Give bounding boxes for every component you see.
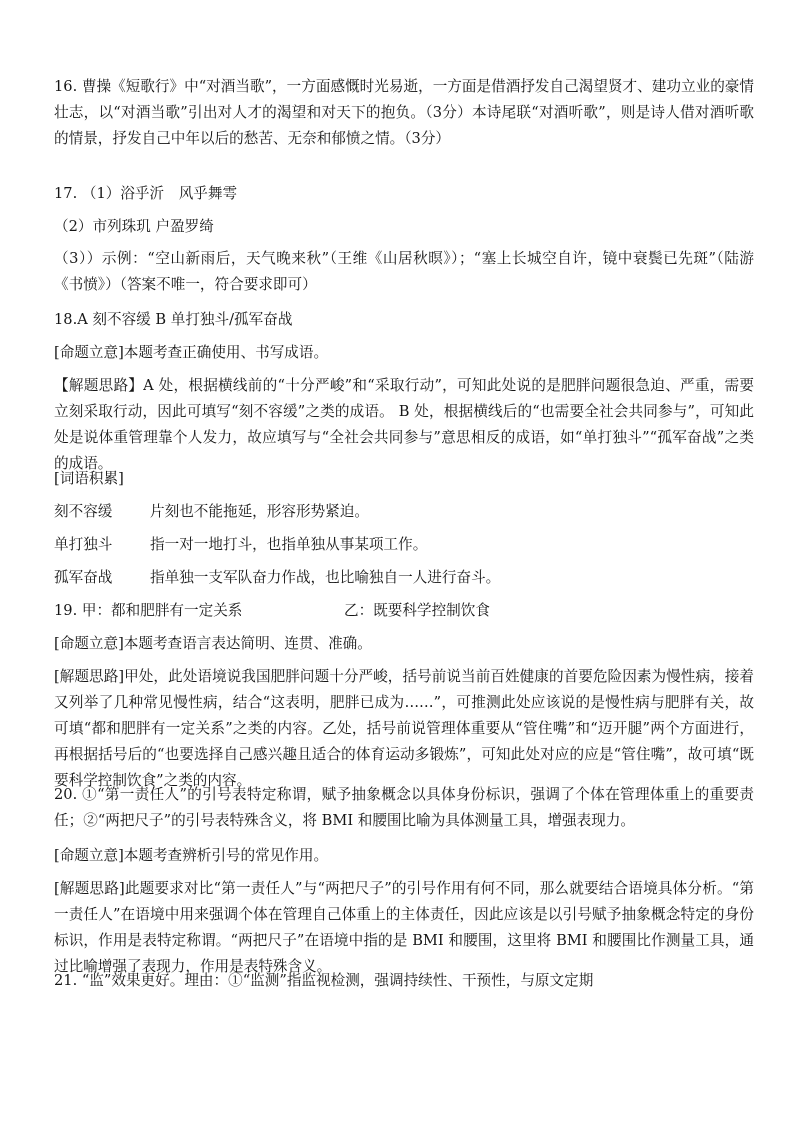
q19-answer: [54, 598, 754, 624]
vocab-item: [54, 532, 427, 558]
vocab-term: 刻不容缓: [54, 503, 113, 520]
vocab-term: 孤军奋战: [54, 569, 113, 586]
q18-vocab-title: [词语积累]: [54, 470, 124, 487]
q20-idea: [解题思路]此题要求对比“第一责任人”与“两把尺子”的引号作用有何不同，那么就要结合语境具体分析。“第一责任人”在语境中用来强调个体在管理自己体重上的主体责任，因此应该是以引号赋予抽象概念特定的身份标识，作用是表特定称谓。“两把尺子”在语境中指的是 BMI 和腰围，这里将 BMI 和腰围比作测量工具，通过比喻增强了表现力，作用是表特殊含义。: [54, 880, 754, 975]
q21-answer: 21. “监”效果更好。理由：①“监测”指监视检测，强调持续性、干预性，与原文定期: [54, 972, 594, 989]
q20-intent: [命题立意]本题考查辨析引号的常见作用。: [54, 847, 329, 864]
q20-answer: 20. ①“第一责任人”的引号表特定称谓，赋予抽象概念以具体身份标识，强调了个体在管理体重上的重要责任；②“两把尺子”的引号表特殊含义，将 BMI 和腰围比喻为具体测量工具，增强表现力。: [54, 786, 754, 829]
vocab-item: [54, 565, 500, 591]
q19-intent: [命题立意]本题考查语言表达简明、连贯、准确。: [54, 635, 372, 652]
q18-answer: 18.A 刻不容缓 B 单打独斗/孤军奋战: [54, 311, 293, 328]
q17-line2: （2）市列珠玑 户盈罗绮: [54, 218, 214, 235]
q17-line1: 17. （1）浴乎沂 风乎舞雩: [54, 185, 238, 202]
vocab-definition: 指单独一支军队奋力作战，也比喻独自一人进行奋斗。: [150, 569, 501, 586]
q19-answer-a: 19. 甲：都和肥胖有一定关系: [54, 602, 243, 619]
q18-intent: [命题立意]本题考查正确使用、书写成语。: [54, 344, 329, 361]
q17-line3: （3））示例：“空山新雨后，天气晚来秋”（王维《山居秋暝》）；“塞上长城空自许，镜中衰鬓已先斑”（陆游《书愤》）（答案不唯一，符合要求即可）: [54, 250, 754, 293]
vocab-definition: 片刻也不能拖延，形容形势紧迫。: [150, 503, 369, 520]
vocab-definition: 指一对一地打斗，也指单独从事某项工作。: [150, 536, 428, 553]
q16-answer: 16. 曹操《短歌行》中“对酒当歌”，一方面感慨时光易逝，一方面是借酒抒发自己渴望贤才、建功立业的豪情壮志，以“对酒当歌”引出对人才的渴望和对天下的抱负。（3分）本诗尾联“对酒听歌”，则是诗人借对酒听歌的情景，抒发自己中年以后的愁苦、无奈和郁愤之情。（3分）: [54, 78, 754, 147]
q19-idea: [解题思路]甲处，此处语境说我国肥胖问题十分严峻，括号前说当前百姓健康的首要危险因素为慢性病，接着又列举了几种常见慢性病，结合“这表明，肥胖已成为……”，可推测此处应该说的是慢性病与肥胖有关，故可填“都和肥胖有一定关系”之类的内容。乙处，括号前说管理体重要从“管住嘴”和“迈开腿”两个方面进行，再根据括号后的“也要选择自己感兴趣且适合的体育运动多锻炼”，可知此处对应的应是“管住嘴”，故可填“既要科学控制饮食”之类的内容。: [54, 668, 754, 789]
vocab-term: 单打独斗: [54, 536, 113, 553]
q19-answer-b: 乙：既要科学控制饮食: [344, 602, 490, 619]
q18-idea: 【解题思路】A 处，根据横线前的“十分严峻”和“采取行动”，可知此处说的是肥胖问题很急迫、严重，需要立刻采取行动，因此可填写“刻不容缓”之类的成语。 B 处，根据横线后的“也需要全社会共同参与”，可知此处是说体重管理靠个人发力，故应填写与“全社会共同参与”意思相反的成语，如“单打独斗”“孤军奋战”之类的成语。: [54, 377, 754, 472]
vocab-item: [54, 499, 369, 525]
